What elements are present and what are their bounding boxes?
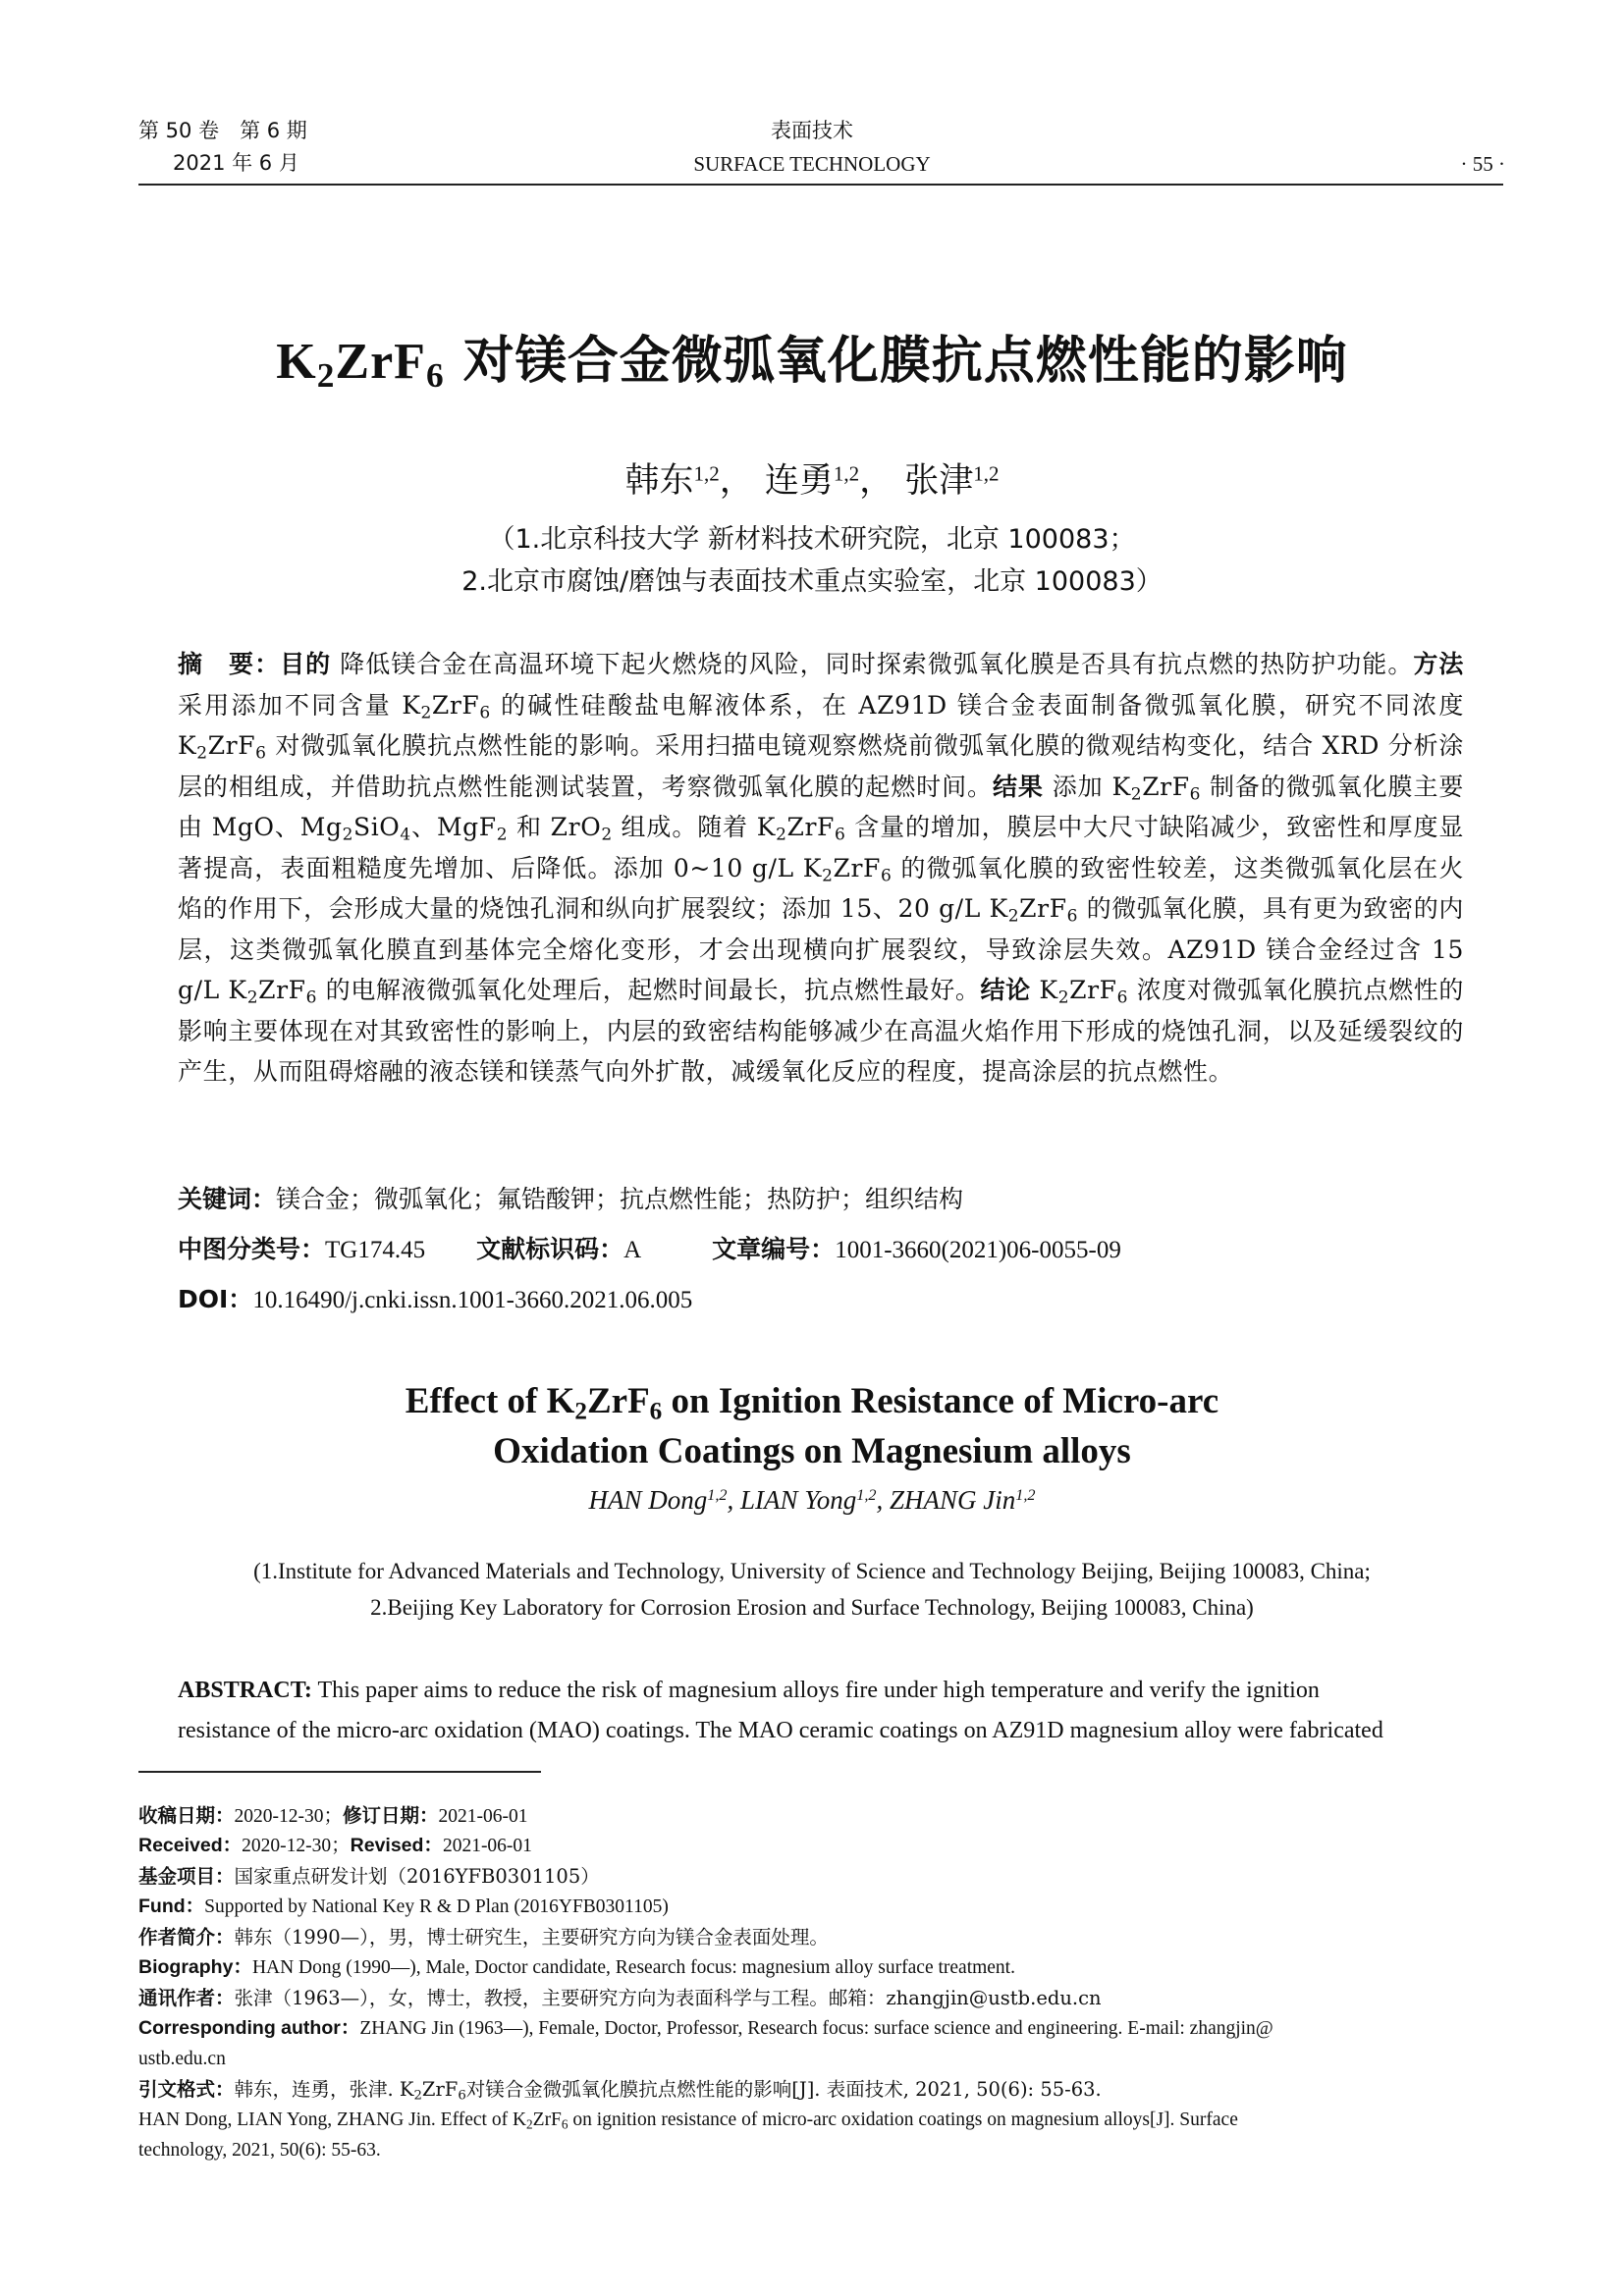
footnote-bio-zh: 作者简介：韩东（1990—），男，博士研究生，主要研究方向为镁合金表面处理。 (138, 1926, 829, 1949)
author-name: 连勇 (764, 461, 834, 501)
author-name: ZHANG Jin (890, 1485, 1016, 1515)
footnote-rule (138, 1771, 541, 1773)
abstract-en-label: ABSTRACT: (178, 1678, 312, 1703)
volume-issue: 第 50 卷 第 6 期 (138, 119, 307, 142)
authors-en: HAN Dong$^{1,2}$, LIAN Yong$^{1,2}$, ZHANG Jin$^{1,2}$ (588, 1485, 1036, 1515)
footnote-fund-en: Fund：Supported by National Key R & D Plan (2016YFB0301105) (138, 1896, 669, 1917)
author-name: 韩东 (624, 461, 694, 501)
affiliation-en-2: 2.Beijing Key Laboratory for Corrosion Erosion and Surface Technology, Beijing 100083, China) (370, 1595, 1254, 1620)
abstract-label: 摘 要： (178, 650, 281, 678)
footnote-received-en: Received：2020-12-30；Revised：2021-06-01 (138, 1835, 532, 1856)
article-title-en: Effect of $K_2ZrF_6$ on Ignition Resistance of Micro-arc Oxidation Coatings on Magnesium alloys (405, 1381, 1219, 1471)
author-name: 张津 (904, 461, 974, 501)
footnote-bio-en: Biography：HAN Dong (1990—), Male, Doctor candidate, Research focus: magnesium alloy surface treatment. (138, 1956, 1015, 1978)
abstract-zh: 摘 要：目的 降低镁合金在高温环境下起火燃烧的风险，同时探索微弧氧化膜是否具有抗点燃的热防护功能。方法 采用添加不同含量 $K_2ZrF_6$ 的碱性硅酸盐电解液体系，在 AZ91D 镁合金表面制备微弧氧化膜，研究不同浓度 $K_2ZrF_6$ 对微弧氧化膜抗点燃性能的影响。采用扫描电镜观察燃烧前微弧氧化膜的微观结构变化，结合 XRD 分析涂层的相组成，并借助抗点燃性能测试装置，考察微弧氧化膜的起燃时间。结果 添加 $K_2ZrF_6$ 制备的微弧氧化膜主要由 MgO、$Mg_2SiO_4$、MgF$_2$ 和 ZrO$_2$ 组成。随着 $K_2ZrF_6$ 含量的增加，膜层中大尺寸缺陷减少，致密性和厚度显著提高，表面粗糙度先增加、后降低。添加 0~10 g/L $K_2ZrF_6$ 的微弧氧化膜的致密性较差，这类微弧氧化层在火焰的作用下，会形成大量的烧蚀孔洞和纵向扩展裂纹；添加 15、20 g/L $K_2ZrF_6$ 的微弧氧化膜，具有更为致密的内层，这类微弧氧化膜直到基体完全熔化变形，才会出现横向扩展裂纹，导致涂层失效。AZ91D 镁合金经过含 15 g/L $K_2ZrF_6$ 的电解液微弧氧化处理后，起燃时间最长，抗点燃性最好。结论 $K_2ZrF_6$ 浓度对微弧氧化膜抗点燃性的影响主要体现在对其致密性的影响上，内层的致密结构能够减少在高温火焰作用下形成的烧蚀孔洞，以及延缓裂纹的产生，从而阻碍熔融的液态镁和镁蒸气向外扩散，减缓氧化反应的程度，提高涂层的抗点燃性。 (178, 650, 1465, 1086)
doi: DOI：10.16490/j.cnki.issn.1001-3660.2021.06.005 (178, 1285, 693, 1313)
article-title-zh: $K_2ZrF_6$ 对镁合金微弧氧化膜抗点燃性能的影响 (276, 332, 1348, 395)
issue-date: 2021 年 6 月 (173, 151, 299, 175)
keywords: 关键词：镁合金；微弧氧化；氟锆酸钾；抗点燃性能；热防护；组织结构 (178, 1185, 964, 1213)
footnote-corr-en: Corresponding author：ZHANG Jin (1963—), Female, Doctor, Professor, Research focus: surface science and engineering. E-mail: zhangjin@ ustb.edu.cn (138, 2017, 1273, 2069)
journal-title-en: SURFACE TECHNOLOGY (693, 152, 931, 176)
journal-title-zh: 表面技术 (771, 119, 853, 142)
abstract-en: ABSTRACT: This paper aims to reduce the risk of magnesium alloys fire under high temperature and verify the ignition resistance of the micro-arc oxidation (MAO) coatings. The MAO ceramic coatings on AZ91D magnesium alloy were fabricated (178, 1678, 1383, 1743)
affiliation-zh-2: 2.北京市腐蚀/磨蚀与表面技术重点实验室，北京 100083） (461, 566, 1163, 597)
page-number: · 55 · (1460, 152, 1505, 176)
footnote-fund-zh: 基金项目：国家重点研发计划（2016YFB0301105） (138, 1865, 600, 1888)
footnote-cite-en: HAN Dong, LIAN Yong, ZHANG Jin. Effect of $K_2ZrF_6$ on ignition resistance of micro-arc oxidation coatings on magnesium alloys[J]. Surface technology, 2021, 50(6): 55-63. (138, 2109, 1238, 2161)
footnote-cite-zh: 引文格式：韩东，连勇，张津. $K_2ZrF_6$对镁合金微弧氧化膜抗点燃性能的影响[J]. 表面技术, 2021, 50(6): 55-63. (138, 2078, 1102, 2104)
classification: 中图分类号：TG174.45 文献标识码：A 文章编号：1001-3660(2021)06-0055-09 (178, 1235, 1121, 1263)
footnote-corr-zh: 通讯作者：张津（1963—），女，博士，教授，主要研究方向为表面科学与工程。邮箱：zhangjin@ustb.edu.cn (138, 1987, 1102, 2009)
affiliation-zh-1: （1.北京科技大学 新材料技术研究院，北京 100083； (488, 524, 1136, 555)
header-rule (138, 184, 1503, 186)
author-name: LIAN Yong (739, 1485, 857, 1515)
authors-zh: 韩东$^{1,2}$， 连勇$^{1,2}$， 张津$^{1,2}$ (624, 461, 1000, 501)
affiliation-en-1: (1.Institute for Advanced Materials and Technology, University of Science and Technology Beijing, Beijing 100083, China; (253, 1559, 1371, 1583)
author-name: HAN Dong (588, 1485, 708, 1515)
footnote-received-zh: 收稿日期：2020-12-30；修订日期：2021-06-01 (138, 1804, 528, 1827)
